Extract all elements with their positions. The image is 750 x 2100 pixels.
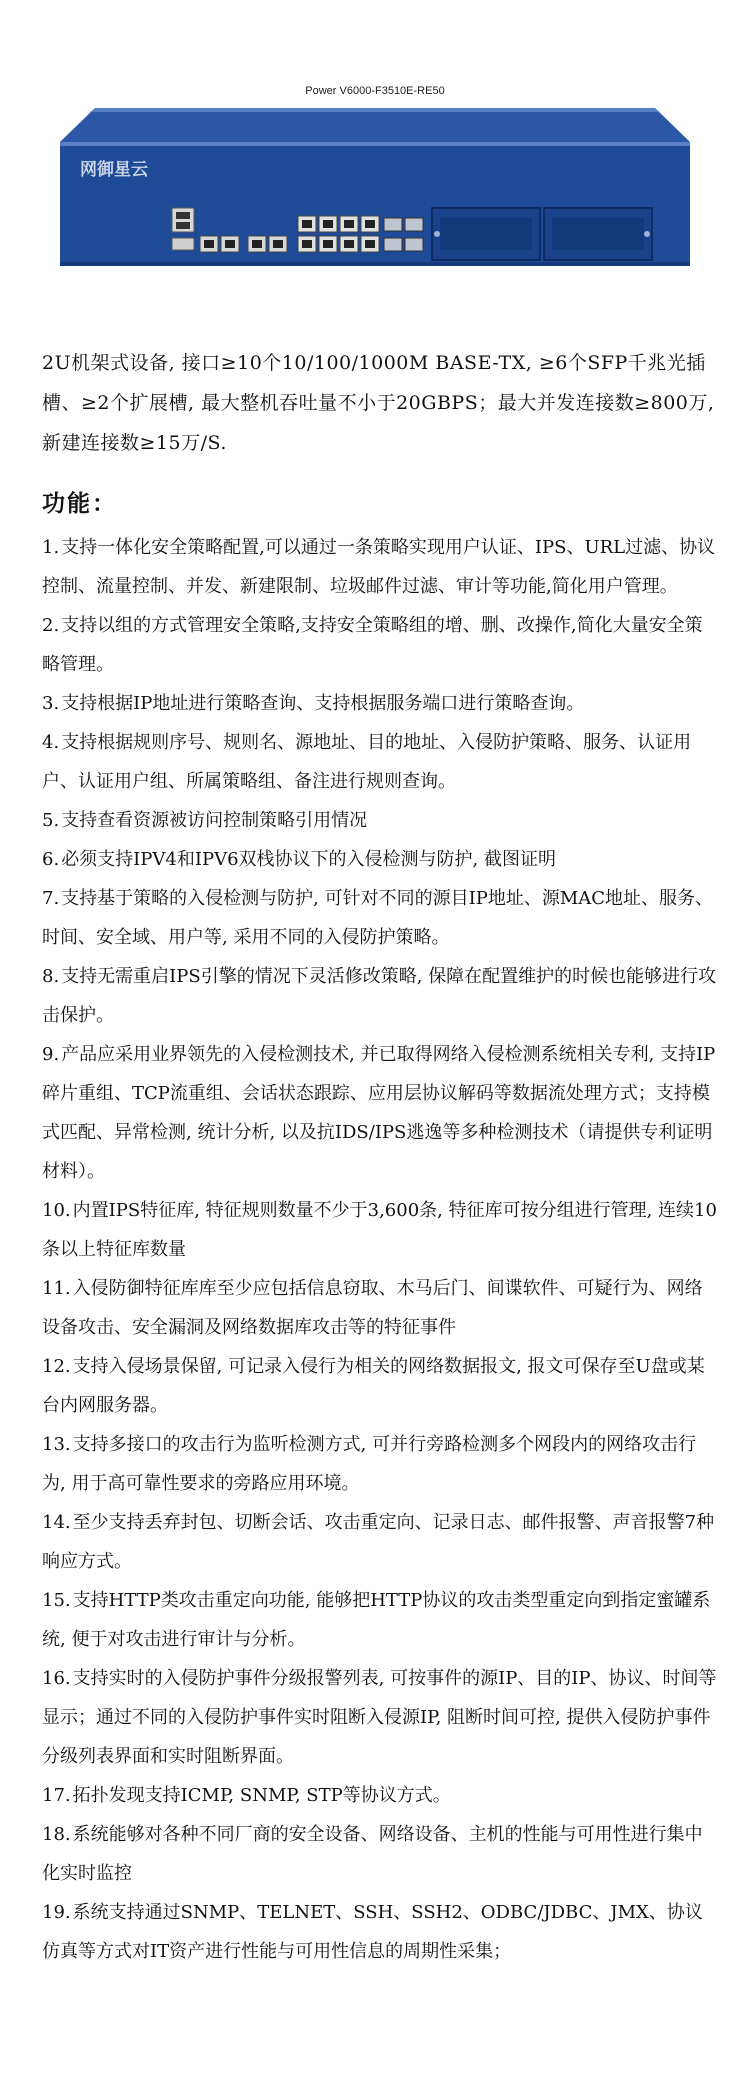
feature-text: 支持根据规则序号、规则名、源地址、目的地址、入侵防护策略、服务、认证用户、认证用户组、所属策略组、备注进行规则查询。	[42, 732, 692, 792]
feature-item	[42, 1035, 718, 1191]
feature-text: 支持根据IP地址进行策略查询、支持根据服务端口进行策略查询。	[61, 693, 585, 714]
feature-number: 17.	[42, 1785, 71, 1806]
feature-number: 9.	[42, 1044, 60, 1065]
feature-number: 15.	[42, 1590, 71, 1611]
product-photo-area	[0, 0, 750, 300]
feature-number: 10.	[42, 1200, 71, 1221]
appliance-image	[0, 0, 750, 300]
feature-text: 支持实时的入侵防护事件分级报警列表, 可按事件的源IP、目的IP、协议、时间等显示；通过不同的入侵防护事件实时阻断入侵源IP, 阻断时间可控, 提供入侵防护事件分级列表界面和实时阻断界面。	[42, 1668, 717, 1767]
feature-number: 8.	[42, 966, 60, 987]
feature-text: 支持查看资源被访问控制策略引用情况	[61, 810, 368, 831]
feature-text: 支持HTTP类攻击重定向功能, 能够把HTTP协议的攻击类型重定向到指定蜜罐系统, 便于对攻击进行审计与分析。	[42, 1590, 711, 1650]
feature-list	[42, 528, 718, 1971]
feature-text: 内置IPS特征库, 特征规则数量不少于3,600条, 特征库可按分组进行管理, 连续10条以上特征库数量	[42, 1200, 717, 1260]
feature-item	[42, 606, 718, 684]
feature-item	[42, 1269, 718, 1347]
feature-item	[42, 1776, 718, 1815]
feature-text: 必须支持IPV4和IPV6双栈协议下的入侵检测与防护, 截图证明	[61, 849, 556, 870]
feature-number: 13.	[42, 1434, 71, 1455]
feature-number: 12.	[42, 1356, 71, 1377]
intro-paragraph: 2U机架式设备, 接口≥10个10/100/1000M BASE-TX, ≥6个SFP千兆光插槽、≥2个扩展槽, 最大整机吞吐量不小于20GBPS；最大并发连接数≥800万, 新建连接数≥15万/S.	[42, 352, 715, 454]
feature-text: 支持以组的方式管理安全策略,支持安全策略组的增、删、改操作,简化大量安全策略管理。	[42, 615, 703, 675]
feature-item	[42, 1191, 718, 1269]
feature-number: 6.	[42, 849, 60, 870]
feature-number: 11.	[42, 1278, 71, 1299]
feature-text: 支持入侵场景保留, 可记录入侵行为相关的网络数据报文, 报文可保存至U盘或某台内网服务器。	[42, 1356, 705, 1416]
feature-number: 7.	[42, 888, 60, 909]
feature-number: 3.	[42, 693, 60, 714]
feature-text: 至少支持丢弃封包、切断会话、攻击重定向、记录日志、邮件报警、声音报警7种响应方式。	[42, 1512, 715, 1572]
feature-number: 16.	[42, 1668, 71, 1689]
feature-item	[42, 684, 718, 723]
feature-item	[42, 528, 718, 606]
feature-item	[42, 801, 718, 840]
feature-text: 支持无需重启IPS引擎的情况下灵活修改策略, 保障在配置维护的时候也能够进行攻击保护。	[42, 966, 717, 1026]
feature-number: 5.	[42, 810, 60, 831]
section-title: 功能：	[42, 490, 117, 517]
feature-item	[42, 1893, 718, 1971]
feature-item	[42, 879, 718, 957]
feature-item	[42, 840, 718, 879]
feature-text: 系统支持通过SNMP、TELNET、SSH、SSH2、ODBC/JDBC、JMX、协议仿真等方式对IT资产进行性能与可用性信息的周期性采集；	[42, 1902, 703, 1962]
feature-text: 拓扑发现支持ICMP, SNMP, STP等协议方式。	[72, 1785, 451, 1806]
feature-item	[42, 1347, 718, 1425]
feature-item	[42, 1581, 718, 1659]
feature-text: 系统能够对各种不同厂商的安全设备、网络设备、主机的性能与可用性进行集中化实时监控	[42, 1824, 703, 1884]
feature-item	[42, 1815, 718, 1893]
feature-number: 4.	[42, 732, 60, 753]
feature-item	[42, 723, 718, 801]
feature-text: 支持一体化安全策略配置,可以通过一条策略实现用户认证、IPS、URL过滤、协议控制、流量控制、并发、新建限制、垃圾邮件过滤、审计等功能,简化用户管理。	[42, 537, 716, 597]
feature-item	[42, 957, 718, 1035]
feature-number: 1.	[42, 537, 60, 558]
feature-item	[42, 1425, 718, 1503]
model-caption: Power V6000-F3510E-RE50	[305, 85, 445, 97]
feature-number: 2.	[42, 615, 60, 636]
feature-number: 19.	[42, 1902, 71, 1923]
brand-logo: 网御星云	[80, 160, 148, 180]
feature-item	[42, 1503, 718, 1581]
feature-number: 18.	[42, 1824, 71, 1845]
feature-text: 支持基于策略的入侵检测与防护, 可针对不同的源目IP地址、源MAC地址、服务、时间、安全域、用户等, 采用不同的入侵防护策略。	[42, 888, 714, 948]
feature-text: 产品应采用业界领先的入侵检测技术, 并已取得网络入侵检测系统相关专利, 支持IP碎片重组、TCP流重组、会话状态跟踪、应用层协议解码等数据流处理方式；支持模式匹配、异常检测, 统计分析, 以及抗IDS/IPS逃逸等多种检测技术（请提供专利证明材料）。	[42, 1044, 716, 1182]
feature-text: 支持多接口的攻击行为监听检测方式, 可并行旁路检测多个网段内的网络攻击行为, 用于高可靠性要求的旁路应用环境。	[42, 1434, 697, 1494]
feature-text: 入侵防御特征库库至少应包括信息窃取、木马后门、间谍软件、可疑行为、网络设备攻击、安全漏洞及网络数据库攻击等的特征事件	[42, 1278, 703, 1338]
feature-number: 14.	[42, 1512, 71, 1533]
feature-item	[42, 1659, 718, 1776]
